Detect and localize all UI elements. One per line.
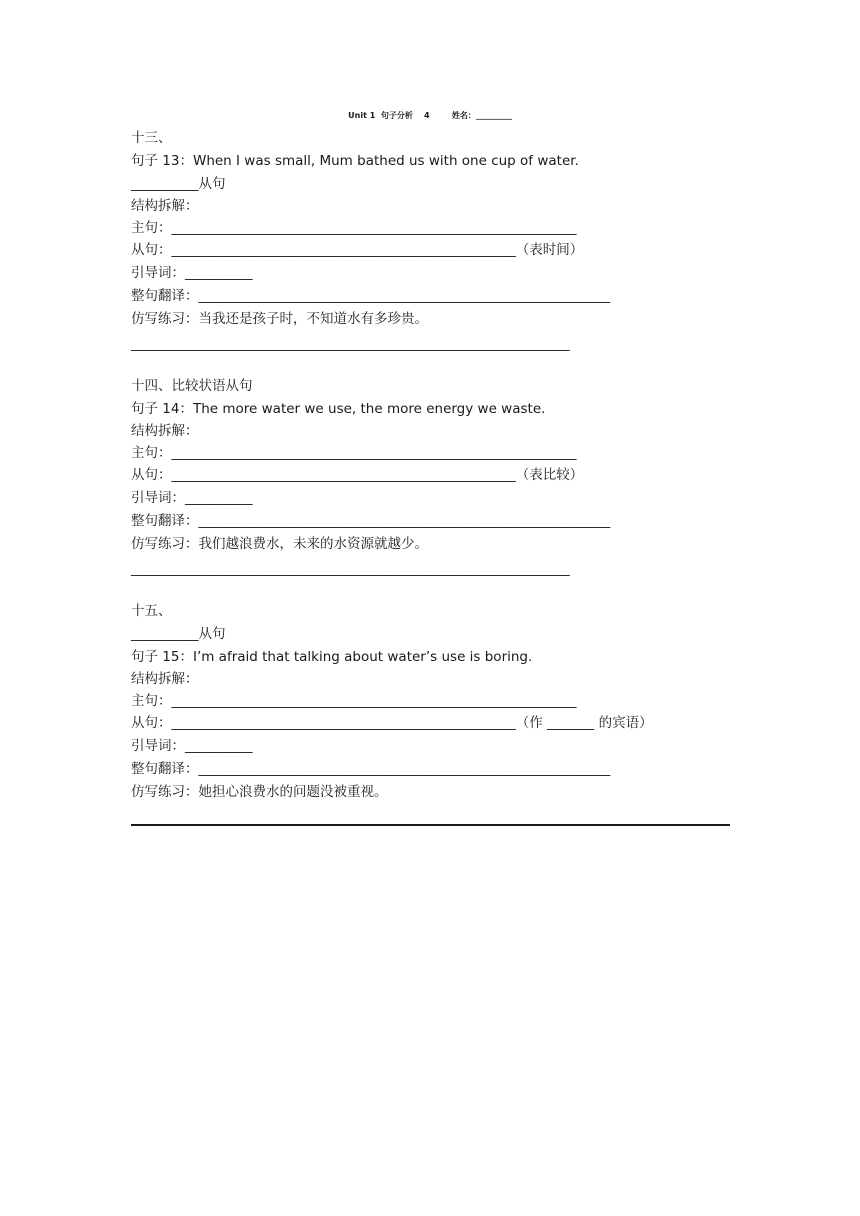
section-14-main-clause: 主句：____________________________________________________________: [131, 445, 577, 461]
section-13-heading: 十三、: [131, 130, 172, 146]
section-15-main-clause: 主句：____________________________________________________________: [131, 693, 577, 709]
section-13-practice: 仿写练习：当我还是孩子时，不知道水有多珍贵。: [131, 311, 428, 327]
section-13-main-clause: 主句：____________________________________________________________: [131, 220, 577, 236]
section-14-structure-label: 结构拆解：: [131, 423, 199, 439]
section-13-answer-line: _________________________________________________________________: [131, 336, 570, 352]
section-13-structure-label: 结构拆解：: [131, 198, 199, 214]
section-15-connector: 引导词：__________: [131, 738, 253, 754]
section-13-sentence: 句子 13：When I was small, Mum bathed us with one cup of water.: [131, 153, 579, 169]
page-title: Unit 1 句子分析 4 姓名：_________: [348, 111, 512, 120]
section-13-connector: 引导词：__________: [131, 265, 253, 281]
section-13-translation: 整句翻译：_____________________________________________________________: [131, 288, 611, 304]
section-15-structure-label: 结构拆解：: [131, 671, 199, 687]
section-14-sub-clause: 从句：___________________________________________________（表比较）: [131, 467, 584, 483]
section-15-sub-clause: 从句：___________________________________________________（作 _______ 的宾语）: [131, 715, 653, 731]
section-13-clause-type: __________从句: [131, 176, 226, 192]
section-14-answer-line: _________________________________________________________________: [131, 561, 570, 577]
section-13-sub-clause: 从句：___________________________________________________（表时间）: [131, 242, 584, 258]
section-15-clause-type: __________从句: [131, 626, 226, 642]
section-15-practice: 仿写练习：她担心浪费水的问题没被重视。: [131, 784, 388, 800]
page-divider: [131, 824, 730, 826]
section-14-heading: 十四、比较状语从句: [131, 378, 253, 394]
section-15-sentence: 句子 15：I’m afraid that talking about water’s use is boring.: [131, 649, 533, 665]
section-15-translation: 整句翻译：_____________________________________________________________: [131, 761, 611, 777]
section-14-translation: 整句翻译：_____________________________________________________________: [131, 513, 611, 529]
section-14-sentence: 句子 14：The more water we use, the more energy we waste.: [131, 401, 546, 417]
section-15-heading: 十五、: [131, 603, 172, 619]
section-14-connector: 引导词：__________: [131, 490, 253, 506]
section-14-practice: 仿写练习：我们越浪费水，未来的水资源就越少。: [131, 536, 428, 552]
